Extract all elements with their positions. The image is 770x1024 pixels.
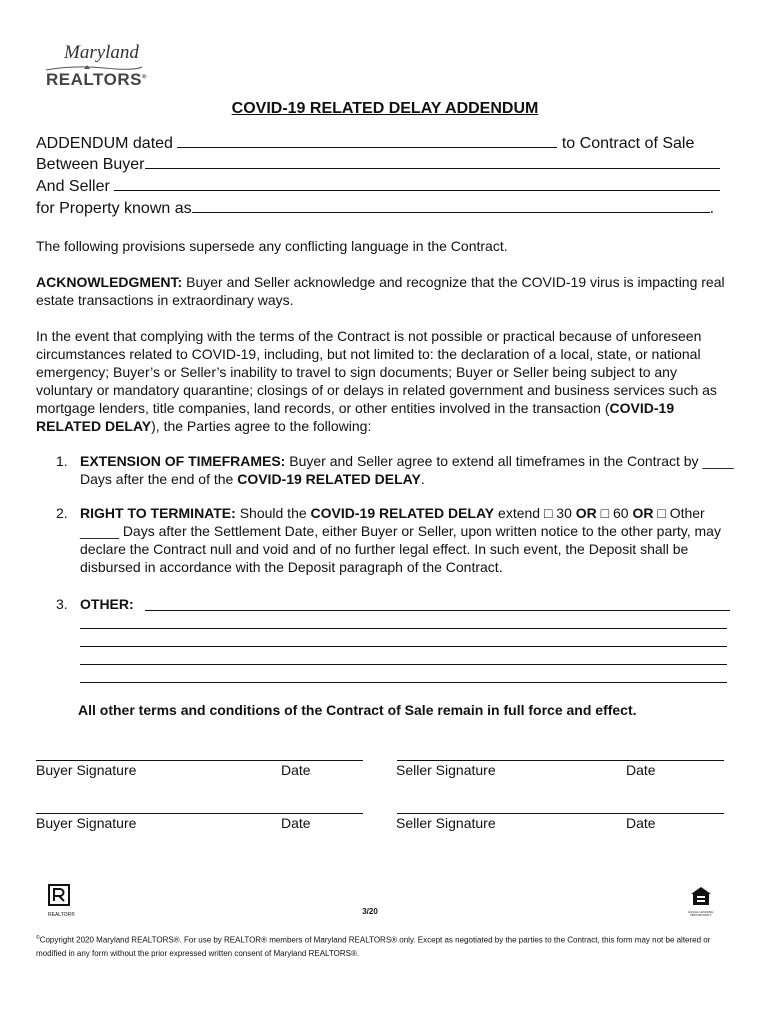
seller-line	[36, 176, 720, 196]
logo-name: REALTORS®	[46, 70, 147, 89]
event-paragraph	[36, 327, 736, 435]
seller-signature-label: Seller Signature	[396, 815, 496, 831]
event-text-1: In the event that complying with the terms of the Contract is not possible or practical because of unforeseen circumstances related to COVID-19, including, but not limited to: the declaration of a local, state, or national emergency; Buyer’s or Seller’s inability to travel to sign documents; Buyer or Seller being subject to any voluntary or mandatory quarantine; closings of or delays in related government and business services such as mortgage lenders, title companies, land records, or other entities involved in the transaction (	[36, 328, 717, 416]
seller-signature-label: Seller Signature	[396, 762, 496, 778]
realtor-r-icon	[48, 884, 70, 906]
event-bold: COVID-19 RELATED DELAY	[36, 400, 675, 434]
item-extension-of-timeframes	[56, 452, 736, 488]
form-code: 3/20	[362, 907, 378, 916]
date-label: Date	[626, 815, 656, 831]
item-text	[80, 504, 736, 576]
item-text	[80, 452, 736, 488]
property-address-field[interactable]	[192, 198, 710, 213]
item-label: RIGHT TO TERMINATE:	[80, 505, 236, 521]
acknowledgment-label: ACKNOWLEDGMENT:	[36, 274, 183, 290]
item-body-3: □ 60	[596, 505, 633, 521]
between-buyer-label: Between Buyer	[36, 156, 145, 173]
buyer-signature-label: Buyer Signature	[36, 762, 137, 778]
item-bold: COVID-19 RELATED DELAY	[237, 471, 421, 487]
contract-of-sale-label: to Contract of Sale	[561, 135, 695, 152]
other-line-4[interactable]	[80, 664, 727, 665]
item-body-2: extend □ 30	[494, 505, 576, 521]
copyright-notice	[36, 932, 736, 960]
buyer-signature-label: Buyer Signature	[36, 815, 137, 831]
item-label: EXTENSION OF TIMEFRAMES:	[80, 453, 286, 469]
date-label: Date	[626, 762, 656, 778]
intro-paragraph: The following provisions supersede any conflicting language in the Contract.	[36, 238, 508, 254]
item-bold: COVID-19 RELATED DELAY	[310, 505, 495, 521]
item-label: OTHER:	[80, 596, 134, 612]
realtor-mark-text: REALTOR®	[48, 912, 75, 918]
equal-housing-text: EQUAL HOUSING OPPORTUNITY	[688, 910, 714, 917]
property-label: for Property known as	[36, 200, 192, 217]
item-body-4: □ Other _____ Days after the Settlement Date, either Buyer or Seller, upon written notice to the other party, may declare the Contract null and void and of no further legal effect. In such event, the Deposit shall be disbursed in accordance with the Deposit paragraph of the Contract.	[80, 505, 721, 575]
addendum-dated-label: ADDENDUM dated	[36, 135, 173, 152]
item-body: Buyer and Seller agree to extend all timeframes in the Contract by ____ Days after the end of the	[80, 453, 734, 487]
item-body: Should the	[235, 505, 311, 521]
document-title: COVID-19 RELATED DELAY ADDENDUM	[231, 100, 539, 117]
addendum-dated-line	[36, 133, 694, 153]
closing-statement: All other terms and conditions of the Contract of Sale remain in full force and effect.	[78, 702, 637, 718]
or-label: OR	[632, 505, 654, 521]
property-line	[36, 198, 714, 218]
seller-signature-line-2[interactable]	[397, 813, 724, 814]
acknowledgment-paragraph	[36, 273, 736, 309]
date-label: Date	[281, 762, 311, 778]
copyright-text: Copyright 2020 Maryland REALTORS®. For use by REALTOR® members of Maryland REALTORS® only. Except as negotiated by the parties to the Contract, this form may not be altered or modified in any form without the prior expressed written consent of Maryland REALTORS®.	[36, 935, 711, 958]
seller-signature-line-1[interactable]	[397, 760, 724, 761]
buyer-signature-line-2[interactable]	[36, 813, 363, 814]
logo-script-text: Maryland	[64, 42, 139, 63]
buyer-line	[36, 154, 720, 174]
equal-housing-icon	[690, 886, 712, 906]
item-right-to-terminate	[56, 504, 736, 576]
equal-housing-logo	[686, 886, 716, 916]
date-label: Date	[281, 815, 311, 831]
buyer-signature-line-1[interactable]	[36, 760, 363, 761]
other-line-2[interactable]	[80, 628, 727, 629]
addendum-date-field[interactable]	[177, 133, 557, 148]
copyright-symbol: ©	[36, 935, 40, 941]
seller-name-field[interactable]	[114, 176, 720, 191]
other-line-5[interactable]	[80, 682, 727, 683]
buyer-name-field[interactable]	[145, 154, 720, 169]
maryland-realtors-logo	[38, 42, 150, 92]
item-number: 3.	[56, 596, 68, 612]
item-other	[56, 595, 736, 615]
event-text-2: ), the Parties agree to the following:	[151, 418, 372, 434]
other-line-1[interactable]	[145, 610, 730, 611]
item-end: .	[420, 471, 425, 487]
acknowledgment-text: Buyer and Seller acknowledge and recognize that the COVID-19 virus is impacting real estate transactions in extraordinary ways.	[36, 274, 725, 308]
item-number: 1.	[56, 453, 68, 469]
period: .	[709, 200, 715, 217]
and-seller-label: And Seller	[36, 178, 110, 195]
item-number: 2.	[56, 505, 68, 521]
or-label: OR	[575, 505, 597, 521]
other-line-3[interactable]	[80, 646, 727, 647]
